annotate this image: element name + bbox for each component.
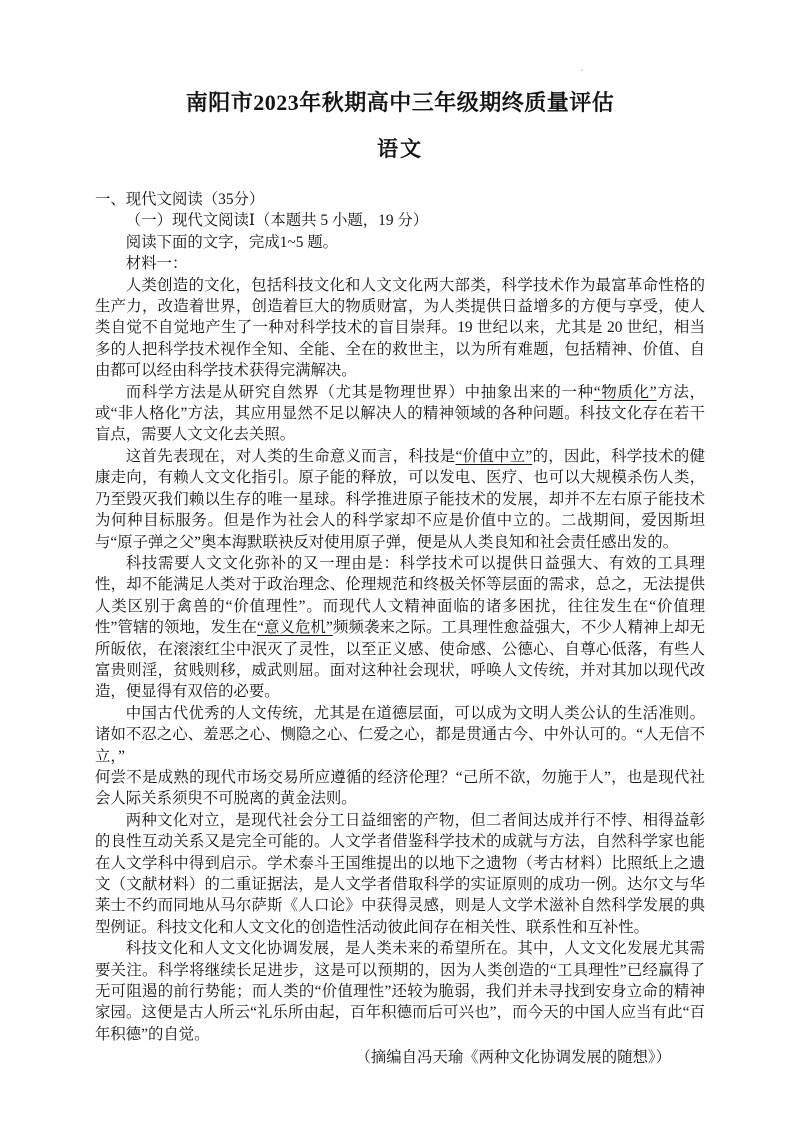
text-run: 中国古代优秀的人文传统，尤其是在道德层面，可以成为文明人类公认的生活准则。诸如不忍之心、羞恶之心、恻隐之心、仁爱之心，都是贯通古今、中外认可的。“人无信不立，” xyxy=(95,704,705,765)
page-content xyxy=(95,86,705,1069)
underlined-term: “价值中立” xyxy=(455,447,533,465)
text-run: 这首先表现在，对人类的生命意义而言，科技是 xyxy=(125,447,456,465)
paragraph xyxy=(95,553,705,703)
paragraph xyxy=(95,275,705,382)
paragraph xyxy=(95,382,705,446)
scan-artifact-mark: ˊ xyxy=(577,67,585,81)
text-run: 何尝不是成熟的现代市场交易所应遵循的经济伦理？“己所不欲，勿施于人”，也是现代社会人际关系须臾不可脱离的黄金法则。 xyxy=(95,768,705,808)
material-label xyxy=(95,253,705,274)
document-body xyxy=(95,189,705,1069)
underlined-term: “物质化” xyxy=(593,383,657,401)
text-run: 一、现代文阅读（35分） xyxy=(95,191,265,208)
text-run: （摘编自冯天瑜《两种文化协调发展的随想》） xyxy=(355,1049,671,1067)
text-run: 阅读下面的文字，完成1~5 题。 xyxy=(125,233,339,251)
paragraph xyxy=(95,703,705,810)
attribution xyxy=(95,1047,705,1068)
text-run: 频频袭来之际。工具理性愈益强大，不少人精神上却无所皈依，在滚滚红尘中泯灭了灵性，以至正义感、使命感、公德心、自尊心低落，有些人富贵则淫，贫贱则移，威武则屈。面对这种社会现状，呼唤人文传统，并对其加以现代改造，便显得有双倍的必要。 xyxy=(95,619,705,701)
text-run: 科技需要人文文化弥补的又一理由是：科学技术可以提供日益强大、有效的工具理性，却不能满足人类对于政治理念、伦理规范和终极关怀等层面的需求，总之，无法提供人类区别于禽兽的“价值理性”。而现代人文精神面临的诸多困扰，往往发生在“价值理性”管辖的领地，发生在 xyxy=(95,554,705,637)
text-run: 人类创造的文化，包括科技文化和人文文化两大部类，科学技术作为最富革命性格的生产力，改造着世界，创造着巨大的物质财富，为人类提供日益增多的方便与享受，使人类自觉不自觉地产生了一种对科学技术的盲目崇拜。19 世纪以来，尤其是 20 世纪，相当多的人把科学技术视作全知、全能、全在的救世主，以为所有难题，包括精神、价值、自由都可以经由科学技术获得完满解决。 xyxy=(95,276,705,380)
subsection-heading xyxy=(95,210,705,231)
text-run: 科技文化和人文文化协调发展，是人类未来的希望所在。其中，人文文化发展尤其需要关注。科学将继续长足进步，这是可以预期的，因为人类创造的“工具理性”已经赢得了无可阻遏的前行势能；而人类的“价值理性”还较为脆弱，我们并未寻找到安身立命的精神家园。这便是古人所云“礼乐所由起，百年积德而后可兴也”，而今天的中国人应当有此“百年积德”的自觉。 xyxy=(95,940,705,1043)
text-run: 两种文化对立，是现代社会分工日益细密的产物，但二者间达成并行不悖、相得益彰的良性互动关系又是完全可能的。人文学者借鉴科学技术的成就与方法，自然科学家也能在人文学科中得到启示。学术泰斗王国维提出的以地下之遗物（考古材料）比照纸上之遗文（文献材料）的二重证据法，是人文学者借取科学的实证原则的成功一例。达尔文与华莱士不约而同地从马尔萨斯《人口论》中获得灵感，则是人文学术滋补自然科学发展的典型例证。科技文化和人文文化的创造性活动彼此间存在相关性、联系性和互补性。 xyxy=(95,811,705,936)
text-run: 方法，或“非人格化”方法，其应用显然不足以解决人的精神领域的各种问题。科技文化存在若干盲点，需要人文文化去关照。 xyxy=(95,383,705,444)
reading-instruction xyxy=(95,232,705,253)
paragraph xyxy=(95,810,705,938)
underlined-term: “意义危机” xyxy=(257,619,333,637)
page-title: 南阳市2023年秋期高中三年级期终质量评估 xyxy=(185,90,615,115)
text-run: 的，因此，科学技术的健康走向，有赖人文文化指引。原子能的释放，可以发电、医疗、也可以大规模杀伤人类，乃至毁灭我们赖以生存的唯一星球。科学推进原子能技术的发展，却并不左右原子能技术为何种目标服务。但是作为社会人的科学家却不应是价值中立的。二战期间，爱因斯坦与“原子弹之父”奥本海默联袂反对使用原子弹，便是从人类良知和社会责任感出发的。 xyxy=(95,447,705,551)
paragraph xyxy=(95,446,705,553)
text-run: 材料一： xyxy=(125,255,188,273)
paragraph xyxy=(95,938,705,1045)
page-subtitle: 语文 xyxy=(377,137,423,161)
section-heading xyxy=(95,189,705,210)
text-run: （一）现代文阅读Ⅰ（本题共 5 小题，19 分） xyxy=(125,212,429,230)
text-run: 而科学方法是从研究自然界（尤其是物理世界）中抽象出来的一种 xyxy=(125,383,594,401)
